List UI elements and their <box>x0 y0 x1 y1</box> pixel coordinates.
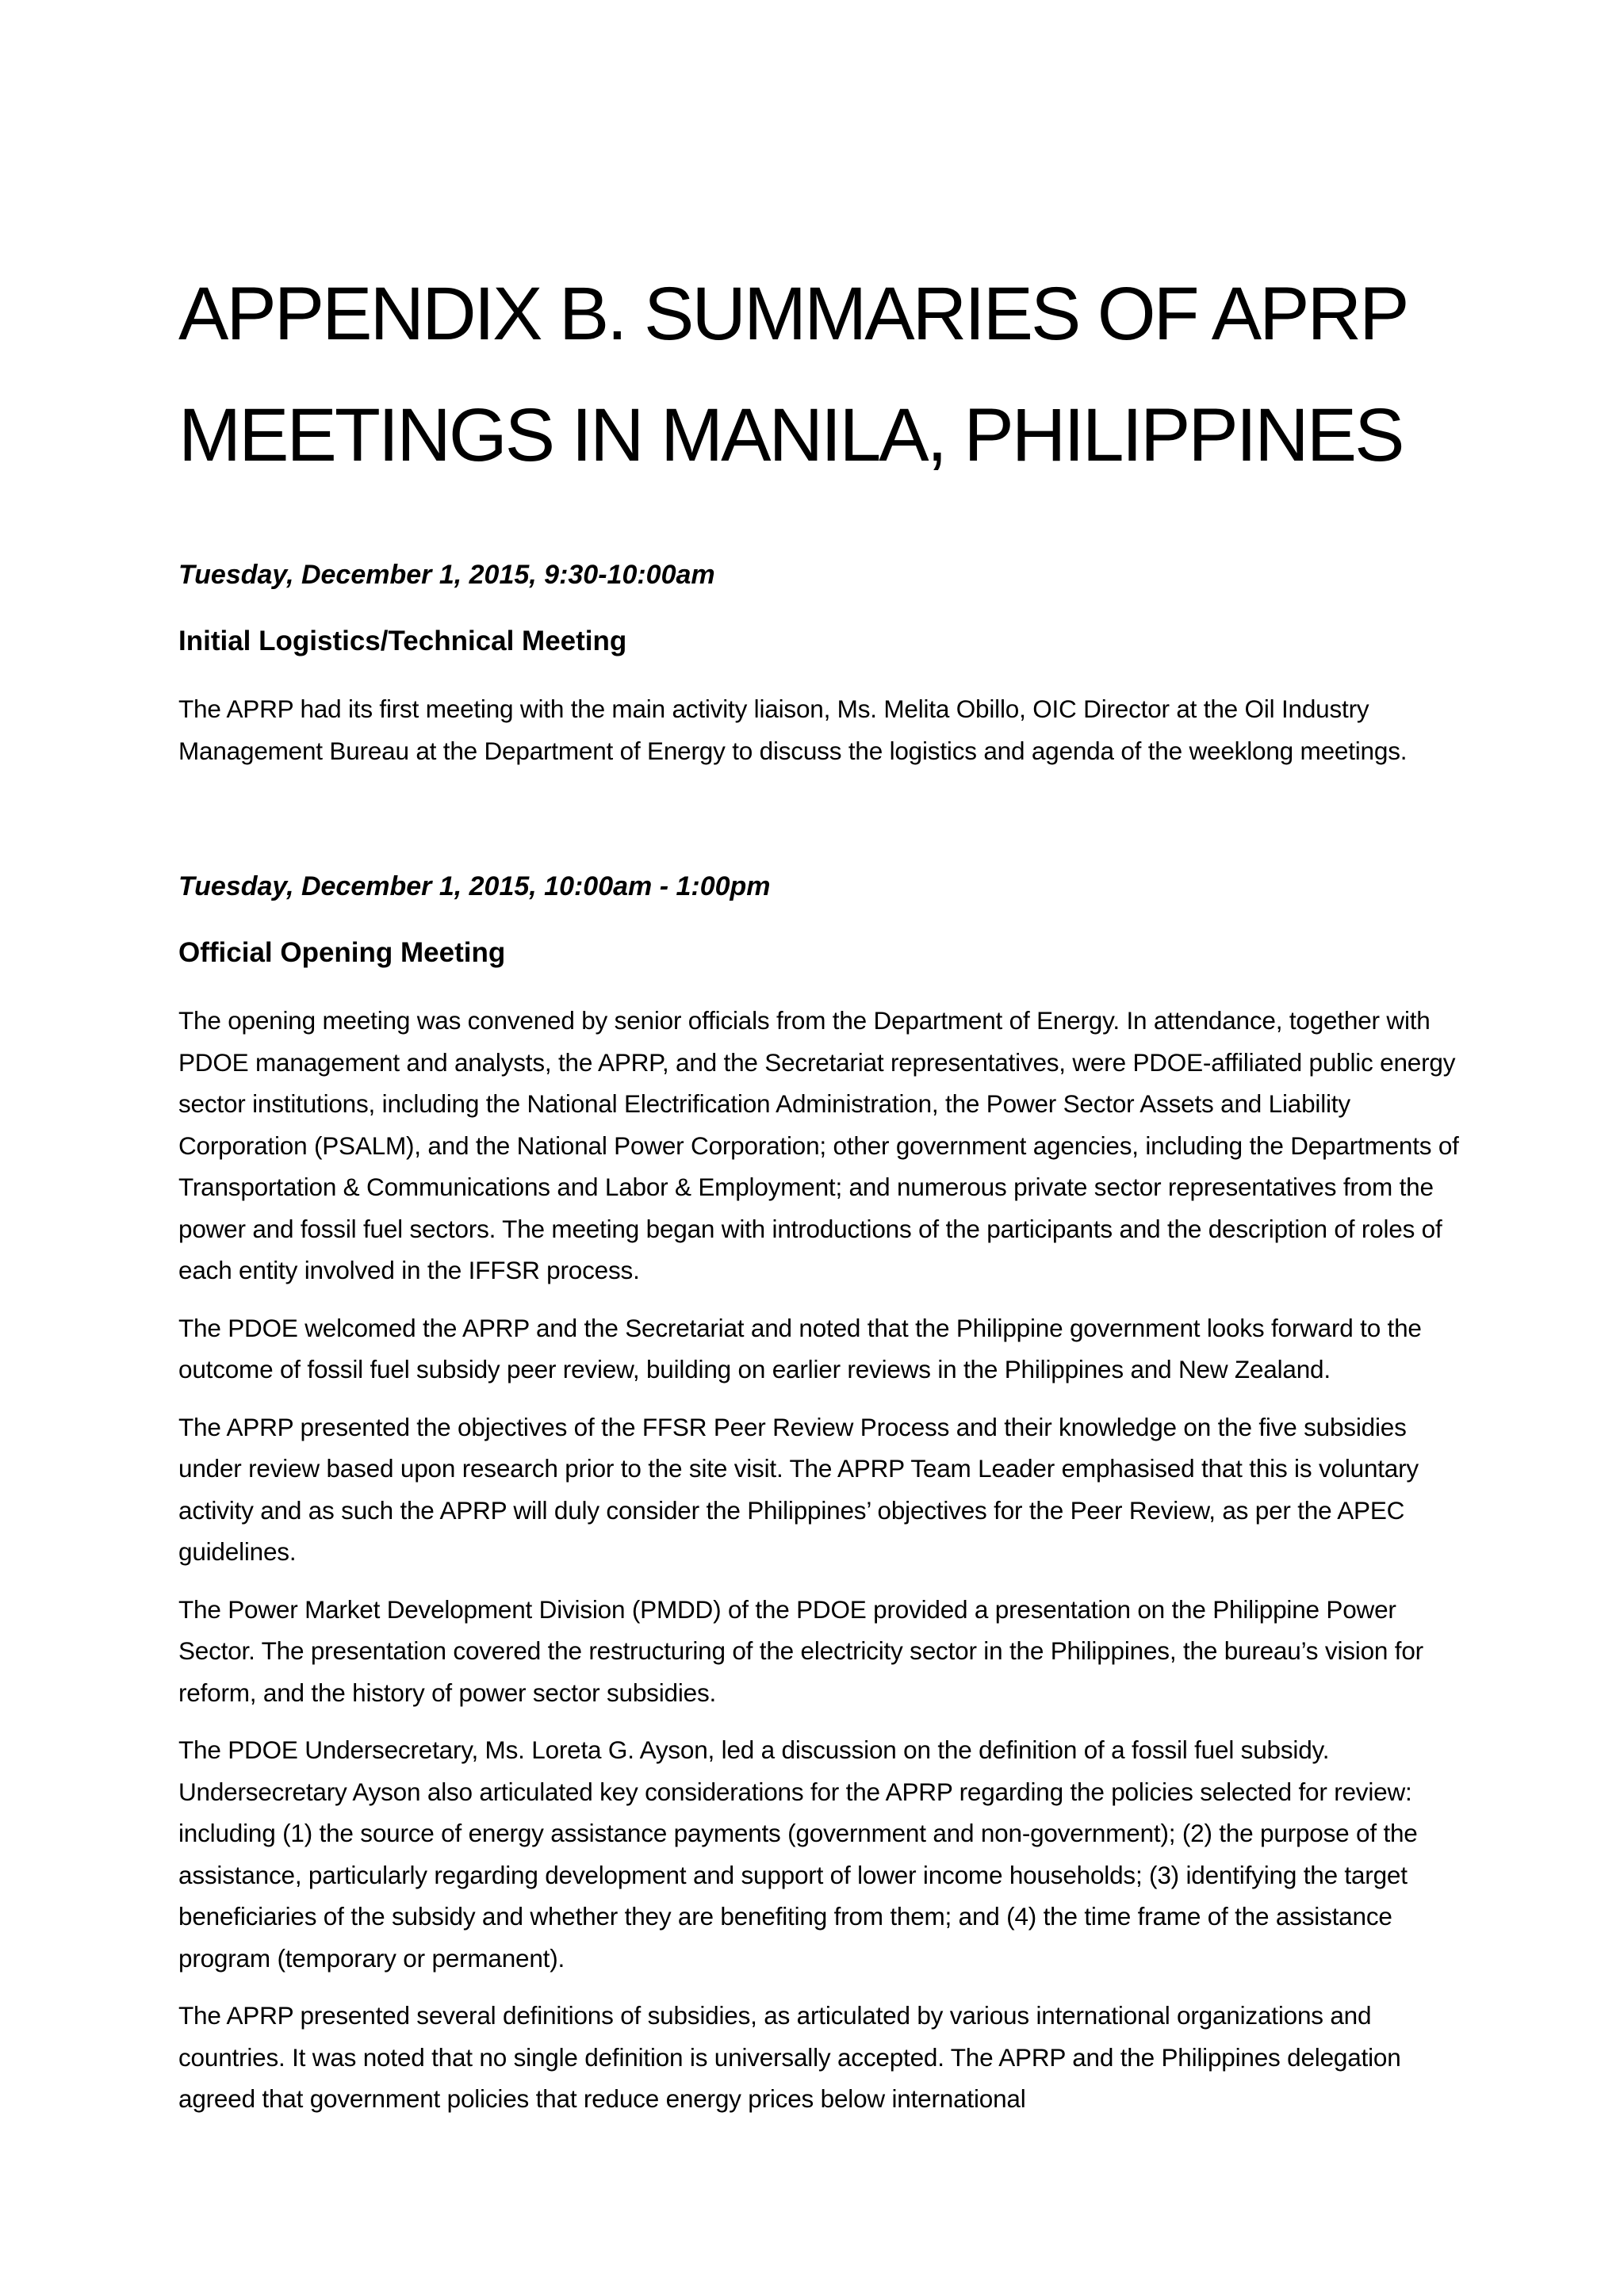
paragraph: The APRP presented the objectives of the FFSR Peer Review Process and their knowledge on the five subsidies under review based upon research prior to the site visit. The APRP Team Leader emphasised that this is voluntary activity and as such the APRP will duly consider the Philippines’ objectives for the Peer Review, as per the APEC guidelines. <box>178 1412 1419 1566</box>
paragraph: The opening meeting was convened by senior officials from the Department of Energy. In attendance, together with PDOE management and analysts, the APRP, and the Secretariat representatives, were PDOE-affiliated public energy sector institutions, including the National Electrification Administration, the Power Sector Assets and Liability Corporation (PSALM), and the National Power Corporation; other government agencies, including the Departments of Transportation & Communications and Labor & Employment; and numerous private sector representatives from the power and fossil fuel sectors. The meeting began with introductions of the participants and the description of roles of each entity involved in the IFFSR process. <box>178 1006 1459 1284</box>
paragraph: The APRP had its first meeting with the main activity liaison, Ms. Melita Obillo, OIC Director at the Oil Industry Management Bureau at the Department of Energy to discuss the logistics and agenda of the weeklong meetings. <box>178 695 1408 765</box>
meeting-heading: Initial Logistics/Technical Meeting <box>178 626 627 656</box>
page-title <box>178 254 1471 496</box>
document-page <box>178 254 1471 2136</box>
paragraph: The PDOE welcomed the APRP and the Secretariat and noted that the Philippine government looks forward to the outcome of fossil fuel subsidy peer review, building on earlier reviews in the Philippines and New Zealand. <box>178 1313 1422 1383</box>
meeting-section-opening <box>178 867 1471 2120</box>
meeting-section-logistics <box>178 555 1471 771</box>
paragraph: The Power Market Development Division (PMDD) of the PDOE provided a presentation on the Philippine Power Sector. The presentation covered the restructuring of the electricity sector in the Philippines, the bureau’s vision for reform, and the history of power sector subsidies. <box>178 1594 1423 1707</box>
meeting-date: Tuesday, December 1, 2015, 9:30-10:00am <box>178 560 715 590</box>
page-title-line-2: MEETINGS IN MANILA, PHILIPPINES <box>178 393 1403 477</box>
paragraph: The PDOE Undersecretary, Ms. Loreta G. Ayson, led a discussion on the definition of a fossil fuel subsidy. Undersecretary Ayson also articulated key considerations for the APRP regarding the policies selected for review: including (1) the source of energy assistance payments (government and non-government); (2) the purpose of the assistance, particularly regarding development and support of lower income households; (3) identifying the target beneficiaries of the subsidy and whether they are benefiting from them; and (4) the time frame of the assistance program (temporary or permanent). <box>178 1735 1418 1973</box>
page-title-line-1: APPENDIX B. SUMMARIES OF APRP <box>178 272 1408 356</box>
meeting-heading: Official Opening Meeting <box>178 937 506 968</box>
paragraph: The APRP presented several definitions of subsidies, as articulated by various international organizations and countries. It was noted that no single definition is universally accepted. The APRP and the Philippines delegation agreed that government policies that reduce energy prices below international <box>178 2001 1401 2113</box>
meeting-date: Tuesday, December 1, 2015, 10:00am - 1:00pm <box>178 871 771 901</box>
